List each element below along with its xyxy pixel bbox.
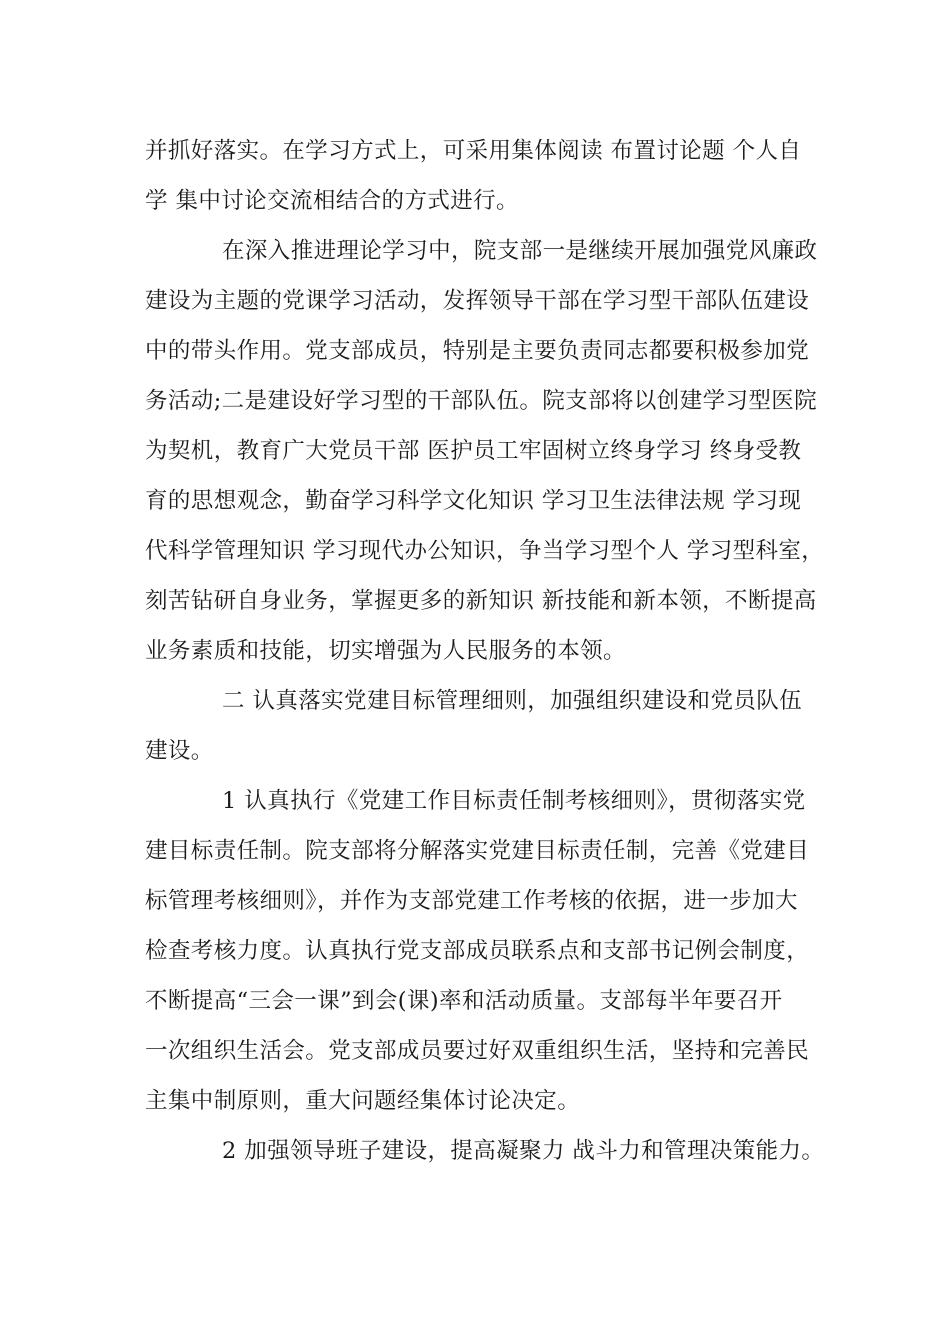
text-line: 主集中制原则，重大问题经集体讨论决定。	[145, 1088, 581, 1114]
section-heading: 二 认真落实党建目标管理细则，加强组织建设和党员队伍	[222, 688, 803, 714]
paragraph-first-line: 2 加强领导班子建设，提高凝聚力 战斗力和管理决策能力。	[222, 1138, 825, 1164]
text-line: 检查考核力度。认真执行党支部成员联系点和支部书记例会制度，	[145, 938, 810, 964]
text-line: 业务素质和技能，切实增强为人民服务的本领。	[145, 638, 626, 664]
text-line: 不断提高“三会一课”到会(课)率和活动质量。支部每半年要召开	[145, 988, 783, 1014]
paragraph-first-line: 在深入推进理论学习中，院支部一是继续开展加强党风廉政	[222, 238, 818, 264]
text-line: 刻苦钻研自身业务，掌握更多的新知识 新技能和新本领，不断提高	[145, 588, 817, 614]
text-line: 标管理考核细则》，并作为支部党建工作考核的依据，进一步加大	[145, 888, 798, 914]
text-line: 中的带头作用。党支部成员，特别是主要负责同志都要积极参加党	[145, 338, 810, 364]
text-line: 为契机，教育广大党员干部 医护员工牢固树立终身学习 终身受教	[145, 438, 802, 464]
text-line: 育的思想观念，勤奋学习科学文化知识 学习卫生法律法规 学习现	[145, 488, 802, 514]
text-line: 务活动;二是建设好学习型的干部队伍。院支部将以创建学习型医院	[145, 388, 818, 414]
text-line: 建设为主题的党课学习活动，发挥领导干部在学习型干部队伍建设	[145, 288, 810, 314]
text-line: 建设。	[145, 738, 214, 764]
text-line: 代科学管理知识 学习现代办公知识，争当学习型个人 学习型科室，	[145, 538, 825, 564]
text-line: 学 集中讨论交流相结合的方式进行。	[145, 188, 519, 214]
text-line: 建目标责任制。院支部将分解落实党建目标责任制，完善《党建目	[145, 838, 810, 864]
text-line: 一次组织生活会。党支部成员要过好双重组织生活，坚持和完善民	[145, 1038, 810, 1064]
text-line: 并抓好落实。在学习方式上，可采用集体阅读 布置讨论题 个人自	[145, 138, 802, 164]
paragraph-first-line: 1 认真执行《党建工作目标责任制考核细则》，贯彻落实党	[222, 788, 806, 814]
